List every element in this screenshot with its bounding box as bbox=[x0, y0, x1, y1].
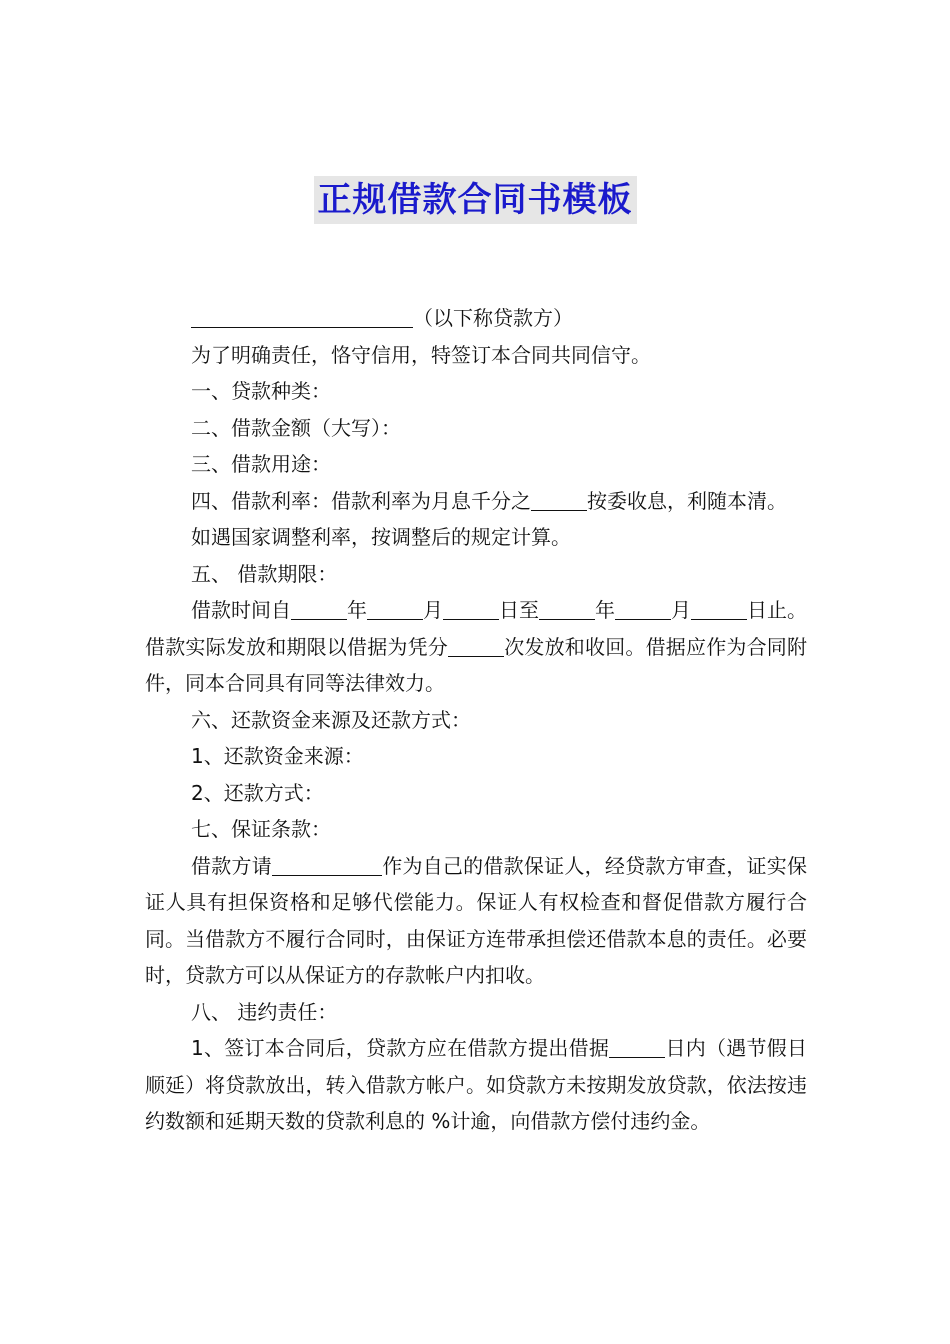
repayment-source: 1、还款资金来源： bbox=[191, 744, 364, 768]
clause-2-amount: 二、借款金额（大写）： bbox=[191, 415, 401, 440]
end-month-blank bbox=[615, 597, 671, 620]
clause-8-breach: 八、 违约责任： bbox=[191, 999, 338, 1024]
breach-text-b: 日内（遇节假日顺延）将贷款放出，转入借款方帐户。如贷款方未按期发放贷款，依法按违约数额和延期天数的贷款利息的 %计逾，向借款方偿付违约金。 bbox=[145, 1036, 808, 1133]
interest-text-b: 按委收息，利随本清。 bbox=[587, 488, 787, 513]
term-paragraph bbox=[145, 592, 807, 702]
lender-label: （以下称贷款方） bbox=[413, 306, 573, 330]
term-text-c: 次发放和收回。借据应作为合同附件，同本合同具有同等法律效力。 bbox=[145, 634, 807, 695]
title-container bbox=[0, 176, 950, 224]
document-title: 正规借款合同书模板 bbox=[314, 176, 637, 224]
contract-body bbox=[145, 300, 807, 1140]
interest-rate-blank bbox=[531, 488, 587, 511]
breach-text-a: 1、签订本合同后，贷款方应在借款方提出借据 bbox=[191, 1036, 610, 1060]
year-label: 年 bbox=[595, 598, 615, 622]
start-month-blank bbox=[367, 597, 423, 620]
term-text-b: 日止。借款实际发放和期限以借据为凭分 bbox=[145, 598, 807, 659]
guarantor-blank bbox=[272, 853, 382, 876]
start-day-blank bbox=[443, 597, 499, 620]
installments-blank bbox=[448, 634, 504, 657]
end-year-blank bbox=[539, 597, 595, 620]
clause-1-loan-type: 一、贷款种类： bbox=[191, 379, 331, 403]
intro-paragraph: 为了明确责任，恪守信用，特签订本合同共同信守。 bbox=[191, 342, 651, 367]
day-to-label: 日至 bbox=[499, 598, 539, 622]
clause-7-guarantee: 七、保证条款： bbox=[191, 817, 331, 841]
repayment-method: 2、还款方式： bbox=[191, 780, 324, 805]
month-label: 月 bbox=[671, 598, 691, 622]
lender-line bbox=[145, 300, 807, 337]
guarantee-text-b: 作为自己的借款保证人，经贷款方审查，证实保证人具有担保资格和足够代偿能力。保证人有权检查和督促借款方履行合同。当借款方不履行合同时，由保证方连带承担偿还借款本息的责任。必要时，贷款方可以从保证方的存款帐户内扣收。 bbox=[145, 853, 808, 987]
interest-adjustment: 如遇国家调整利率，按调整后的规定计算。 bbox=[191, 525, 571, 549]
lender-name-blank bbox=[191, 305, 413, 328]
term-from-label: 借款时间自 bbox=[191, 598, 291, 622]
end-day-blank bbox=[691, 597, 747, 620]
month-label: 月 bbox=[423, 598, 443, 622]
guarantee-paragraph bbox=[145, 848, 807, 994]
guarantee-text-a: 借款方请 bbox=[191, 853, 272, 878]
start-year-blank bbox=[291, 597, 347, 620]
clause-5-term: 五、 借款期限： bbox=[191, 561, 338, 586]
year-label: 年 bbox=[347, 598, 367, 622]
days-blank bbox=[609, 1035, 665, 1058]
clause-4-interest bbox=[145, 483, 807, 520]
interest-text-a: 四、借款利率：借款利率为月息千分之 bbox=[191, 488, 531, 513]
clause-6-repayment: 六、还款资金来源及还款方式： bbox=[191, 707, 471, 732]
breach-paragraph-1 bbox=[145, 1030, 807, 1140]
clause-3-purpose: 三、借款用途： bbox=[191, 452, 331, 476]
